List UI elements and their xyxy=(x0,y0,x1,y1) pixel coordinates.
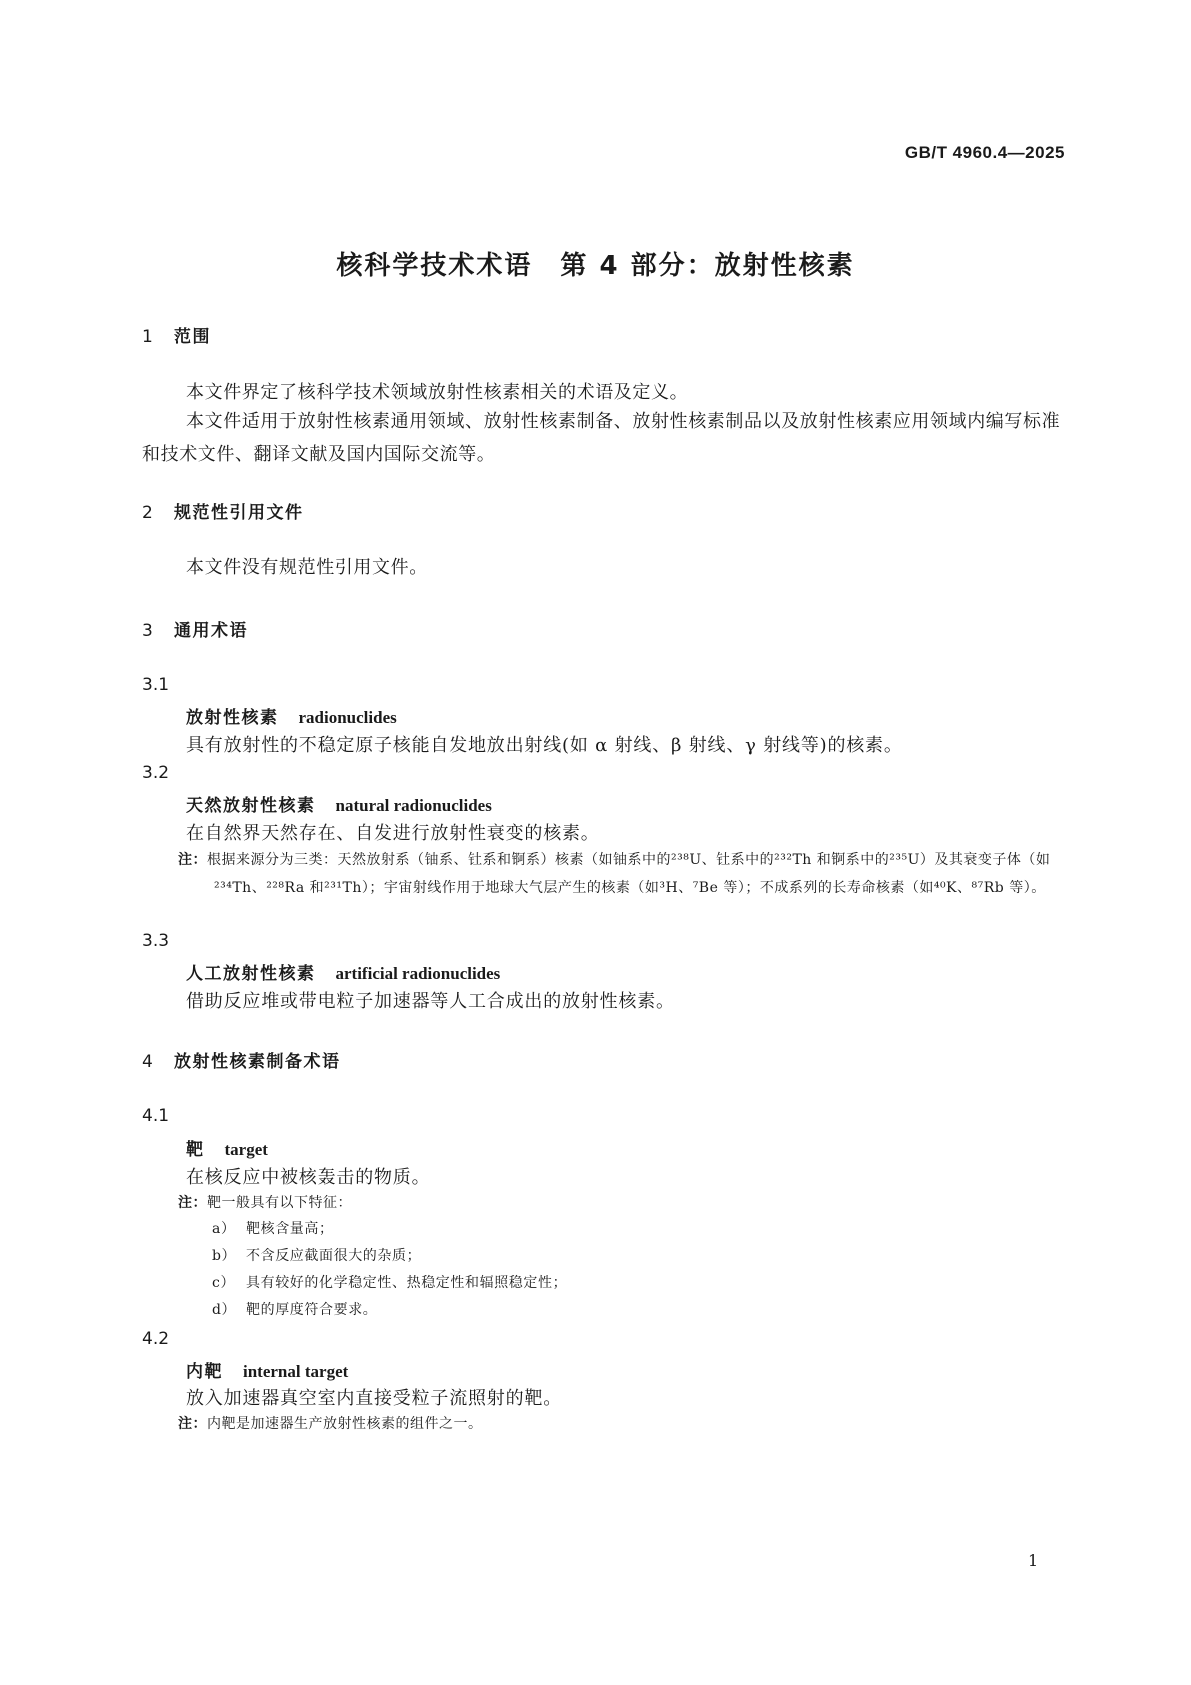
entry-3-2-note-text: 根据来源分为三类：天然放射系（铀系、钍系和锕系）核素（如铀系中的²³⁸U、钍系中的²³²Th 和锕系中的²³⁵U）及其衰变子体（如²³⁴Th、²²⁸Ra 和²³¹Th）；宇宙射线作用于地球大气层产生的核素（如³H、⁷Be 等）；不成系列的长寿命核素（如⁴⁰K、⁸⁷Rb 等）。 xyxy=(207,852,1051,896)
entry-3-1-number: 3.1 xyxy=(142,675,170,695)
list-item-text: 不含反应截面很大的杂质； xyxy=(246,1248,422,1264)
list-item xyxy=(212,1218,334,1238)
entry-3-1-definition: 具有放射性的不稳定原子核能自发地放出射线(如 α 射线、β 射线、γ 射线等)的核素。 xyxy=(186,735,903,756)
entry-3-1-term-zh: 放射性核素 xyxy=(186,708,279,728)
document-title: 核科学技术术语 第 4 部分：放射性核素 xyxy=(336,251,855,281)
entry-4-2-term-zh: 内靶 xyxy=(186,1362,223,1382)
entry-3-2-definition: 在自然界天然存在、自发进行放射性衰变的核素。 xyxy=(186,823,600,844)
entry-4-1-term xyxy=(186,1135,268,1160)
section-2-heading xyxy=(142,498,304,523)
section-1-paragraph-1: 本文件界定了核科学技术领域放射性核素相关的术语及定义。 xyxy=(186,382,689,403)
entry-3-1-term xyxy=(186,703,397,728)
entry-4-2-note-label: 注： xyxy=(178,1416,207,1432)
entry-4-2-term-en: internal target xyxy=(243,1362,349,1381)
section-1-number: 1 xyxy=(142,327,155,347)
list-item-marker: b） xyxy=(212,1248,237,1264)
section-3-heading xyxy=(142,616,248,641)
entry-3-3-term-zh: 人工放射性核素 xyxy=(186,964,316,984)
entry-4-2-definition: 放入加速器真空室内直接受粒子流照射的靶。 xyxy=(186,1388,562,1409)
entry-4-2-term xyxy=(186,1357,348,1382)
section-2-number: 2 xyxy=(142,503,155,523)
entry-3-3-definition: 借助反应堆或带电粒子加速器等人工合成出的放射性核素。 xyxy=(186,991,675,1012)
section-1-paragraph-2: 本文件适用于放射性核素通用领域、放射性核素制备、放射性核素制品以及放射性核素应用领域内编写标准和技术文件、翻译文献及国内国际交流等。 xyxy=(142,411,1061,465)
entry-3-2-number: 3.2 xyxy=(142,763,170,783)
entry-4-2-note xyxy=(178,1410,1078,1438)
list-item-text: 靶的厚度符合要求。 xyxy=(246,1302,378,1318)
section-1-heading xyxy=(142,322,211,347)
entry-4-1-term-en: target xyxy=(224,1140,268,1159)
list-item-text: 具有较好的化学稳定性、热稳定性和辐照稳定性； xyxy=(246,1275,568,1291)
list-item-marker: a） xyxy=(212,1221,236,1237)
section-3-number: 3 xyxy=(142,621,155,641)
entry-3-2-note-label: 注： xyxy=(178,852,207,868)
standard-code: GB/T 4960.4—2025 xyxy=(904,143,1065,162)
entry-3-2-term xyxy=(186,791,492,816)
entry-3-3-term xyxy=(186,959,500,984)
section-2-title: 规范性引用文件 xyxy=(174,503,304,523)
page-number: 1 xyxy=(1028,1551,1039,1570)
entry-4-2-note-text: 内靶是加速器生产放射性核素的组件之一。 xyxy=(207,1416,483,1432)
list-item-marker: c） xyxy=(212,1275,236,1291)
entry-3-3-number: 3.3 xyxy=(142,931,170,951)
entry-3-1-term-en: radionuclides xyxy=(298,708,397,727)
entry-4-1-note-label: 注： xyxy=(178,1195,207,1211)
section-3-title: 通用术语 xyxy=(174,621,248,641)
list-item-marker: d） xyxy=(212,1302,237,1318)
list-item xyxy=(212,1272,567,1292)
entry-4-1-term-zh: 靶 xyxy=(186,1140,205,1160)
entry-4-1-definition: 在核反应中被核轰击的物质。 xyxy=(186,1167,431,1188)
list-item xyxy=(212,1245,421,1265)
section-4-number: 4 xyxy=(142,1052,155,1072)
entry-3-2-note xyxy=(178,846,1078,902)
entry-4-1-number: 4.1 xyxy=(142,1106,170,1126)
section-1-title: 范围 xyxy=(174,327,211,347)
entry-3-2-term-zh: 天然放射性核素 xyxy=(186,796,316,816)
list-item-text: 靶核含量高； xyxy=(246,1221,334,1237)
section-2-paragraph-1: 本文件没有规范性引用文件。 xyxy=(186,557,428,578)
entry-4-1-note xyxy=(178,1189,1078,1217)
section-4-title: 放射性核素制备术语 xyxy=(174,1052,341,1072)
list-item xyxy=(212,1299,377,1319)
entry-3-3-term-en: artificial radionuclides xyxy=(335,964,501,983)
entry-4-1-note-text: 靶一般具有以下特征： xyxy=(207,1195,352,1211)
entry-4-2-number: 4.2 xyxy=(142,1329,170,1349)
entry-3-2-term-en: natural radionuclides xyxy=(335,796,492,815)
section-4-heading xyxy=(142,1047,341,1072)
